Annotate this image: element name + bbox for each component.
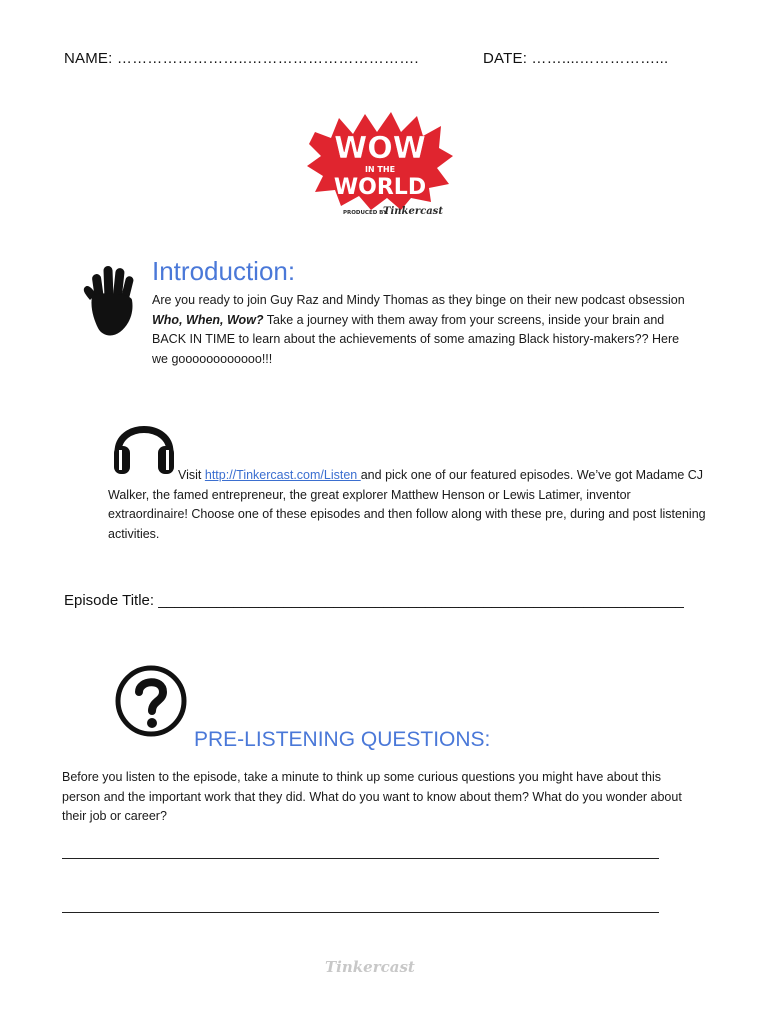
logo-in-the-text: IN THE <box>364 165 396 174</box>
logo-wow-text: WOW <box>334 131 426 166</box>
name-field-label: NAME: ……………………..……………………………. <box>64 50 419 67</box>
tinkercast-listen-link[interactable]: http://Tinkercast.com/Listen <box>204 468 361 482</box>
introduction-show-title: Who, When, Wow? <box>152 312 264 327</box>
introduction-text-part2: Take a journey with them away from your screens, inside your brain and BACK IN TIME to learn about the achievements of some amazing Black history-makers?? Here we goooooooooooo!!! <box>152 312 680 366</box>
episode-title-blank[interactable]: _______________________________________________________________ <box>158 592 684 609</box>
introduction-heading: Introduction: <box>152 256 296 286</box>
logo-produced-by-text: PRODUCED BY <box>342 210 388 216</box>
episode-title-label: Episode Title: <box>64 592 159 609</box>
visit-prefix: Visit <box>178 468 205 482</box>
date-field-label: DATE: ……....……………... <box>483 50 669 67</box>
pre-listening-paragraph: Before you listen to the episode, take a minute to think up some curious questions you might have about this person and the important work that they did. What do you want to know about them? What do you wonder about their job or career? <box>62 770 682 823</box>
question-mark-icon <box>114 664 188 738</box>
introduction-paragraph <box>152 291 692 369</box>
answer-line-2[interactable] <box>62 912 659 913</box>
episode-title-field <box>64 592 684 609</box>
hand-icon <box>80 262 142 338</box>
logo-world-text: WORLD <box>333 175 427 200</box>
pre-listening-heading: PRE-LISTENING QUESTIONS: <box>194 728 491 751</box>
visit-paragraph <box>108 466 708 544</box>
introduction-text-part1: Are you ready to join Guy Raz and Mindy Thomas as they binge on their new podcast obsession <box>152 293 685 307</box>
wow-in-the-world-logo <box>305 110 455 220</box>
answer-line-1[interactable] <box>62 858 659 859</box>
visit-text: and pick one of our featured episodes. We’ve got Madame CJ Walker, the famed entrepreneur, the great explorer Matthew Henson or Lewis Latimer, inventor extraordinaire! Choose one of these episodes and then follow along with these pre, during and post listening activities. <box>108 468 706 541</box>
logo-brand-text: Tinkercast <box>383 206 443 217</box>
tinkercast-footer-logo: Tinkercast <box>325 958 415 976</box>
